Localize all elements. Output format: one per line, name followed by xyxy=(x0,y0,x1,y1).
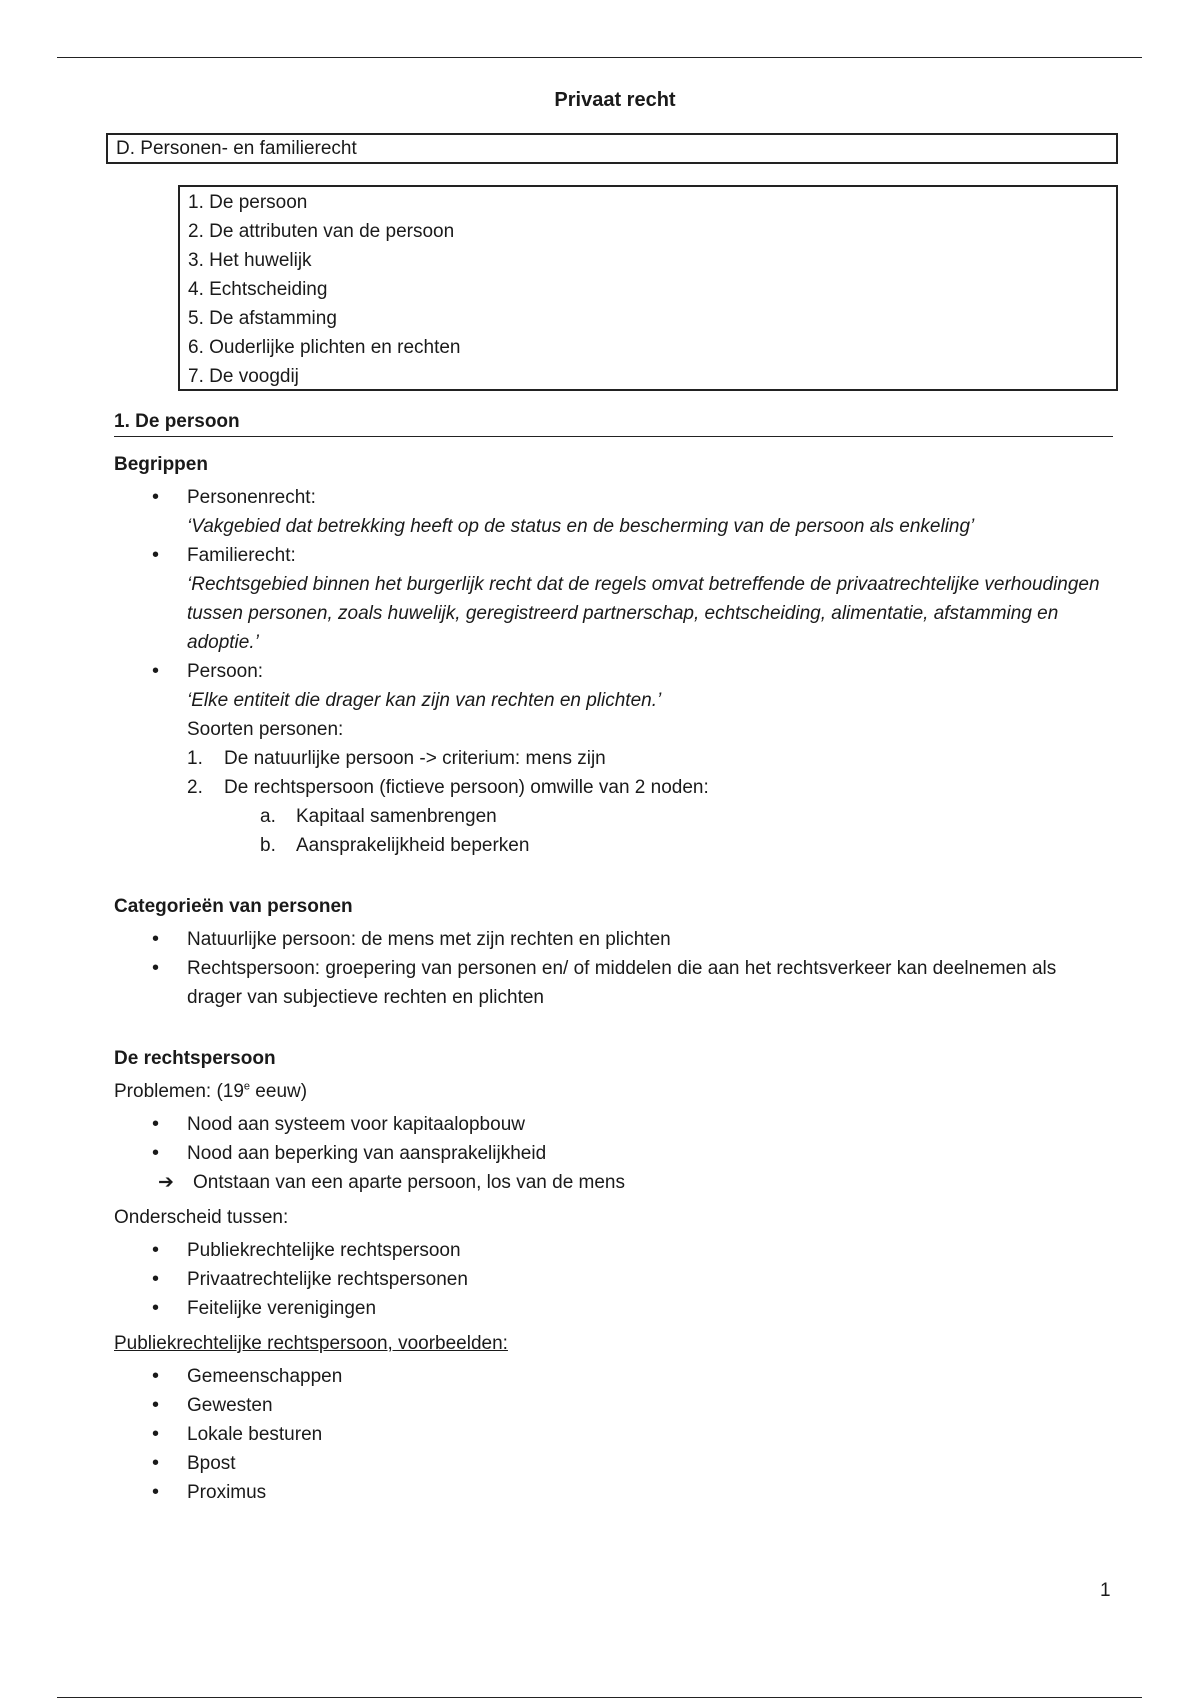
chapter-heading-box: D. Personen- en familierecht xyxy=(106,133,1118,164)
numbered-item xyxy=(187,744,1114,773)
soorten-label: Soorten personen: xyxy=(187,719,344,740)
list-item: • Natuurlijke persoon: de mens met zijn rechten en plichten xyxy=(114,925,1114,954)
item-number: 2. xyxy=(187,777,203,798)
list-item: • Feitelijke verenigingen xyxy=(114,1294,1114,1323)
toc-item: 7. De voogdij xyxy=(188,366,299,387)
list-item xyxy=(114,483,1114,541)
conclusion-line xyxy=(114,1168,1114,1197)
problemen-suffix: eeuw) xyxy=(250,1081,308,1102)
begrippen-list xyxy=(114,483,1114,860)
toc-item: 2. De attributen van de persoon xyxy=(188,221,455,242)
toc-item: 5. De afstamming xyxy=(188,308,337,329)
item-text: De rechtspersoon (fictieve persoon) omwille van 2 noden: xyxy=(224,777,709,798)
table-of-contents xyxy=(178,185,1118,391)
toc-item: 4. Echtscheiding xyxy=(188,279,328,300)
voorbeelden-label: Publiekrechtelijke rechtspersoon, voorbeelden: xyxy=(114,1333,508,1354)
item-letter: b. xyxy=(260,835,276,856)
list-item: • Privaatrechtelijke rechtspersonen xyxy=(114,1265,1114,1294)
page-number: 1 xyxy=(1100,1580,1111,1601)
categorieen-heading: Categorieën van personen xyxy=(114,896,353,917)
list-item: • Lokale besturen xyxy=(114,1420,1114,1449)
list-item: • Nood aan beperking van aansprakelijkheid xyxy=(114,1139,1114,1168)
toc-item: 3. Het huwelijk xyxy=(188,250,312,271)
list-item: • Publiekrechtelijke rechtspersoon xyxy=(114,1236,1114,1265)
document-body xyxy=(114,408,1114,1507)
lettered-item xyxy=(187,831,1114,860)
list-item: • Rechtspersoon: groepering van personen en/ of middelen die aan het rechtsverkeer kan deelnemen als drager van subjectieve rechten en plichten xyxy=(114,954,1114,1012)
item-text: De natuurlijke persoon -> criterium: mens zijn xyxy=(224,748,606,769)
list-item xyxy=(114,657,1114,860)
item-letter: a. xyxy=(260,806,276,827)
problemen-label xyxy=(114,1077,1114,1106)
bottom-rule xyxy=(57,1697,1142,1698)
list-item: • Bpost xyxy=(114,1449,1114,1478)
term-label: • Familierecht: xyxy=(187,545,296,566)
problemen-prefix: Problemen: (19 xyxy=(114,1081,244,1102)
lettered-item xyxy=(187,802,1114,831)
onderscheid-label: Onderscheid tussen: xyxy=(114,1207,289,1228)
list-item xyxy=(114,541,1114,657)
item-number: 1. xyxy=(187,748,203,769)
list-item: • Proximus xyxy=(114,1478,1114,1507)
top-rule xyxy=(57,57,1142,58)
numbered-item xyxy=(187,773,1114,802)
term-label: • Personenrecht: xyxy=(187,487,316,508)
categorieen-list xyxy=(114,925,1114,1012)
list-item: • Gewesten xyxy=(114,1391,1114,1420)
term-definition: ‘Elke entiteit die drager kan zijn van rechten en plichten.’ xyxy=(187,690,662,711)
voorbeelden-list xyxy=(114,1362,1114,1507)
conclusion-text: Ontstaan van een aparte persoon, los van de mens xyxy=(193,1172,625,1193)
list-item: • Gemeenschappen xyxy=(114,1362,1114,1391)
term-label: • Persoon: xyxy=(187,661,264,682)
document-title: Privaat recht xyxy=(554,89,676,111)
century-superscript: e xyxy=(243,1080,251,1093)
arrow-icon: ➔ xyxy=(158,1172,174,1193)
term-definition: ‘Vakgebied dat betrekking heeft op de status en de bescherming van de persoon als enkeling’ xyxy=(187,516,975,537)
toc-item: 1. De persoon xyxy=(188,192,308,213)
onderscheid-list xyxy=(114,1236,1114,1323)
begrippen-heading: Begrippen xyxy=(114,454,208,475)
item-text: Kapitaal samenbrengen xyxy=(296,806,497,827)
problemen-list xyxy=(114,1110,1114,1168)
term-definition: ‘Rechtsgebied binnen het burgerlijk recht dat de regels omvat betreffende de privaatrechtelijke verhoudingen tussen personen, zoals huwelijk, geregistreerd partnerschap, echtscheiding, alimentatie, afstamming en adoptie.’ xyxy=(187,574,1100,653)
item-text: Aansprakelijkheid beperken xyxy=(296,835,530,856)
rechtspersoon-heading: De rechtspersoon xyxy=(114,1048,276,1069)
list-item: • Nood aan systeem voor kapitaalopbouw xyxy=(114,1110,1114,1139)
toc-item: 6. Ouderlijke plichten en rechten xyxy=(188,337,461,358)
section-title: 1. De persoon xyxy=(114,408,1113,437)
